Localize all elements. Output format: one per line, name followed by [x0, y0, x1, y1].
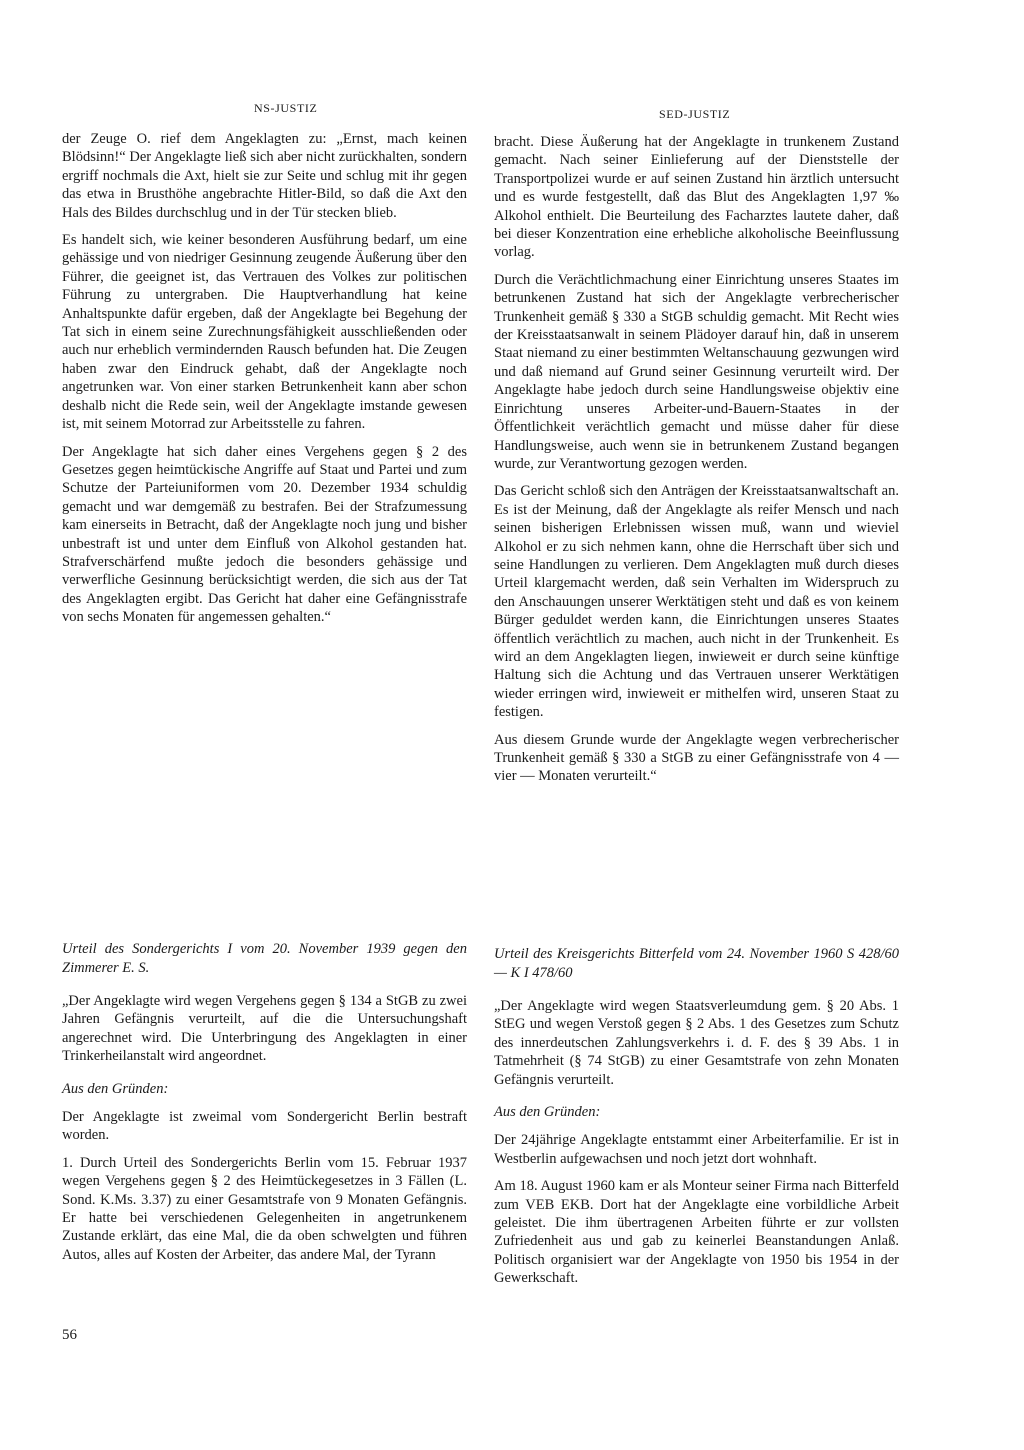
paragraph: bracht. Diese Äußerung hat der Angeklagte in trunkenem Zustand gemacht. Nach seiner Einlieferung auf der Dienststelle der Transportpolizei wurde er auf seinen Zustand hin ärztlich untersucht und es wurde festgestellt, daß das Blut des Angeklagten 1,97 ‰ Alkohol enthielt. Die Beurteilung des Facharztes lautete daher, daß bei dieser Konzentration eine erhebliche alkoholische Beeinflussung vorlag. — [494, 134, 899, 261]
judgment-title: Urteil des Kreisgerichts Bitterfeld vom 24. November 1960 S 428/60 — K I 478/60 — [494, 946, 899, 981]
paragraph: Das Gericht schloß sich den Anträgen der Kreisstaatsanwaltschaft an. Es ist der Meinung, daß der Angeklagte als reifer Mensch und nach seinen bisherigen Erlebnissen wissen muß, wann und wieviel Alkohol er zu sich nehmen kann, ohne die Herrschaft über sich und seine Handlungen zu verlieren. Dem Angeklagten muß durch dieses Urteil klargemacht werden, daß sein Verhalten im Widerspruch zu den Anschauungen unserer Werktätigen steht und daß es von keinem Bürger geduldet werden kann, die Einrichtungen unseres Staates öffentlich verächtlich zu machen, auch nicht in der Trunkenheit. Es wird an dem Angeklagten liegen, inwieweit er durch seine künftige Haltung sich die Achtung und das Vertrauen unserer Werktätigen wieder erringen wird, inwieweit er mithelfen wird, unseren Staat zu festigen. — [494, 483, 899, 721]
section-subheading: Aus den Gründen: — [62, 1080, 169, 1097]
running-header-right: SED-JUSTIZ — [659, 107, 731, 121]
left-column-top — [62, 130, 467, 627]
paragraph: Aus diesem Grunde wurde der Angeklagte wegen verbrecherischer Trunkenheit gemäß § 330 a StGB zu einer Gefängnisstrafe von 4 — vier — Monaten verurteilt.“ — [494, 731, 899, 785]
paragraph: der Zeuge O. rief dem Angeklagten zu: „Ernst, mach keinen Blödsinn!“ Der Angeklagte ließ sich aber nicht zurückhalten, sondern ergriff nochmals die Axt, hielt sie zur Seite und schlug mit ihr gegen das etwa in Brusthöhe angebrachte Hitler-Bild, so daß die Axt den Hals des Bildes durchschlug und in der Tür stecken blieb. — [62, 131, 467, 221]
section-subheading: Aus den Gründen: — [494, 1104, 601, 1121]
right-column-top — [494, 133, 899, 786]
paragraph: Am 18. August 1960 kam er als Monteur seiner Firma nach Bitterfeld zum VEB EKB. Dort hat der Angeklagte eine vorbildliche Arbeit geleistet. Die ihm übertragenen Arbeiten führte er zur vollsten Zufriedenheit aus und gab zu keinerlei Beanstandungen Anlaß. Politisch organisiert war der Angeklagte von 1950 bis 1954 in der Gewerkschaft. — [494, 1178, 899, 1287]
left-column-bottom — [62, 940, 467, 1264]
paragraph: Der 24jährige Angeklagte entstammt einer Arbeiterfamilie. Er ist in Westberlin aufgewachsen und noch jetzt dort wohnhaft. — [494, 1132, 899, 1167]
right-column-bottom — [494, 945, 899, 1288]
judgment-title: Urteil des Sondergerichts I vom 20. November 1939 gegen den Zimmerer E. S. — [62, 941, 467, 976]
verdict-text: „Der Angeklagte wird wegen Staatsverleumdung gem. § 20 Abs. 1 StEG und wegen Verstoß gegen § 2 Abs. 1 des Gesetzes zum Schutz des innerdeutschen Zahlungsverkehrs i. d. F. des § 39 Abs. 1 in Tatmehrheit (§ 74 StGB) zu einer Gesamtstrafe von zehn Monaten Gefängnis verurteilt. — [494, 998, 899, 1088]
paragraph: Es handelt sich, wie keiner besonderen Ausführung bedarf, um eine gehässige und von niedriger Gesinnung zeugende Äußerung über den Führer, die geeignet ist, das Vertrauen des Volkes zur politischen Führung zu untergraben. Die Hauptverhandlung hat keine Anhaltspunkte dafür ergeben, daß der Angeklagte bei Begehung der Tat sich in einem seine Zurechnungsfähigkeit ausschließenden oder auch nur erheblich vermindernden Rausch befunden hat. Die Zeugen haben zwar den Eindruck gehabt, daß der Angeklagte noch angetrunken war. Von einer starken Betrunkenheit kann aber schon deshalb nicht die Rede sein, weil der Angeklagte imstande gewesen ist, mit seinem Motorrad zur Arbeitsstelle zu fahren. — [62, 232, 467, 433]
page-number: 56 — [62, 1327, 77, 1343]
verdict-text: „Der Angeklagte wird wegen Vergehens gegen § 134 a StGB zu zwei Jahren Gefängnis verurteilt, auf die die Untersuchungshaft angerechnet wird. Die Unterbringung des Angeklagten in einer Trinkerheilanstalt wird angeordnet. — [62, 993, 467, 1065]
paragraph: Der Angeklagte ist zweimal vom Sondergericht Berlin bestraft worden. — [62, 1109, 467, 1144]
paragraph: Der Angeklagte hat sich daher eines Vergehens gegen § 2 des Gesetzes gegen heimtückische Angriffe auf Staat und Partei und zum Schutze der Parteiuniformen vom 20. Dezember 1934 schuldig gemacht und war demgemäß zu bestrafen. Bei der Strafzumessung kam einerseits in Betracht, daß der Angeklagte noch jung und bisher unbestraft ist und unter dem Einfluß von Alkohol gestanden hat. Strafverschärfend mußte jedoch die besonders gehässige und verwerfliche Gesinnung berücksichtigt werden, die sich aus der Tat des Angeklagten ergibt. Das Gericht hat daher eine Gefängnisstrafe von sechs Monaten für angemessen gehalten.“ — [62, 443, 467, 626]
paragraph: Durch die Verächtlichmachung einer Einrichtung unseres Staates im betrunkenen Zustand hat sich der Angeklagte verbrecherischer Trunkenheit gemäß § 330 a StGB schuldig gemacht. Mit Recht wies der Kreisstaatsanwalt in seinem Plädoyer darauf hin, daß in unserem Staat niemand zu einer bestimmten Weltanschauung gezwungen wird und daß niemand auf Grund seiner Gesinnung verurteilt wird. Der Angeklagte habe jedoch durch seine Handlungsweise objektiv eine Einrichtung unseres Arbeiter-und-Bauern-Staates in der Öffentlichkeit verächtlich gemacht und müsse daher für diese Handlungsweise, auch wenn sie in betrunkenem Zustand begangen wurde, zur Verantwortung gezogen werden. — [494, 271, 899, 472]
running-header-left: NS-JUSTIZ — [254, 101, 318, 115]
paragraph: 1. Durch Urteil des Sondergerichts Berlin vom 15. Februar 1937 wegen Vergehens gegen § 2 des Heimtückegesetzes in 3 Fällen (L. Sond. K.Ms. 3.37) zu einer Gesamtstrafe von 9 Monaten Gefängnis. Er hatte bei verschiedenen Gelegenheiten in angetrunkenem Zustande erklärt, das eine Mal, die da oben schwelgten und führen Autos, alles auf Kosten der Arbeiter, das andere Mal, der Tyrann — [62, 1154, 467, 1263]
